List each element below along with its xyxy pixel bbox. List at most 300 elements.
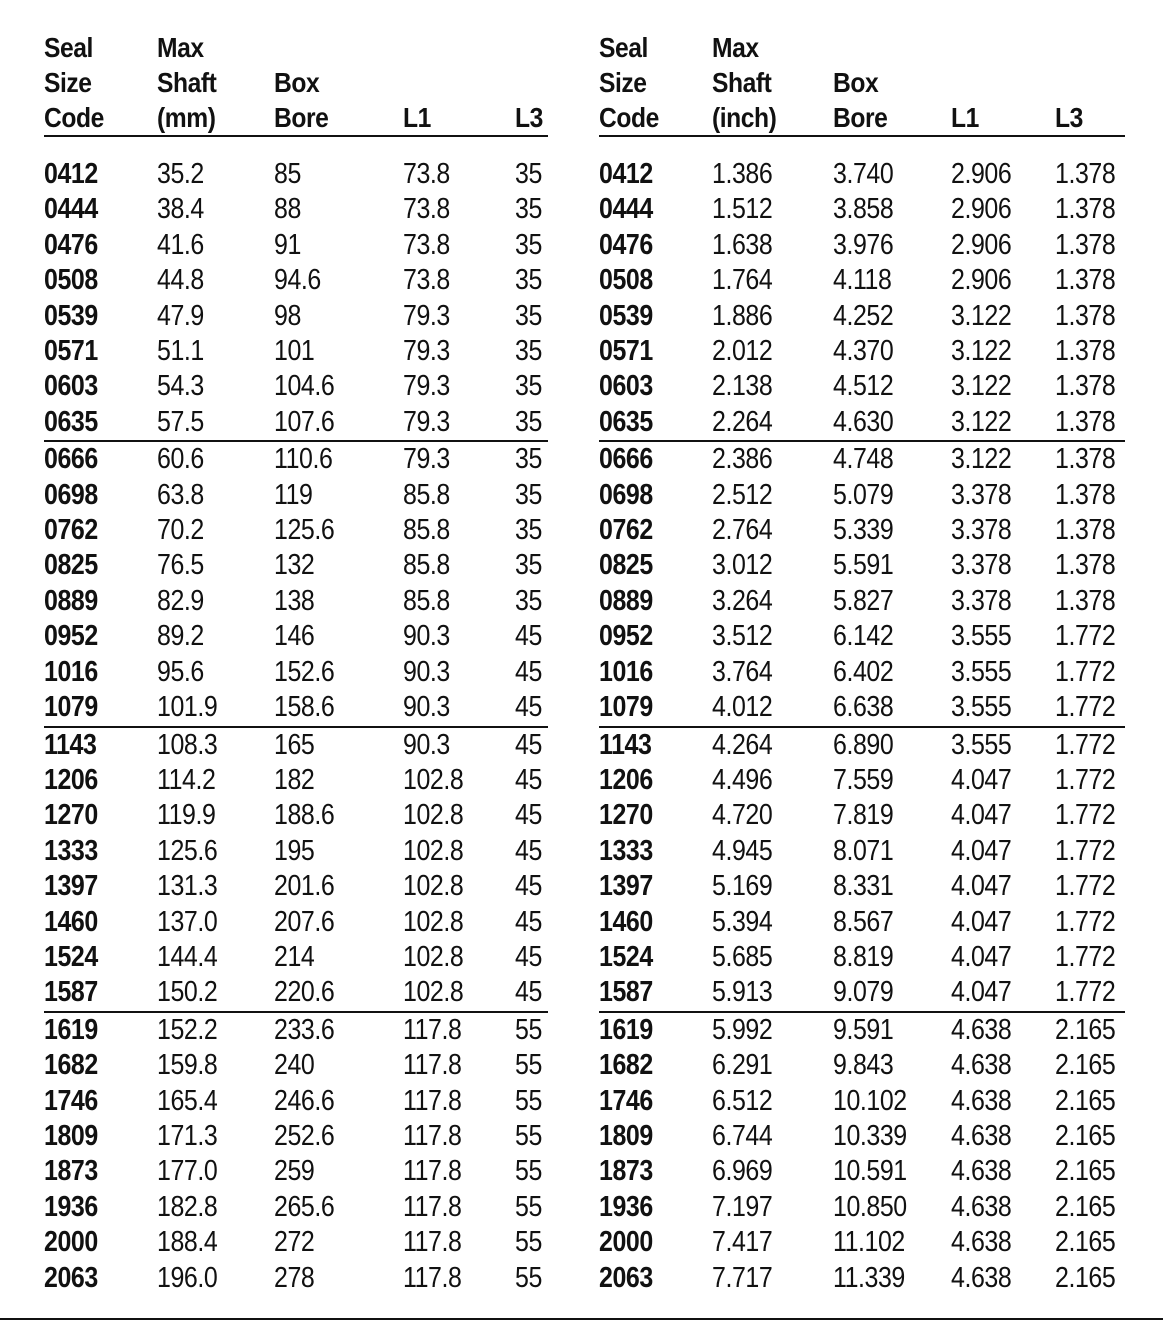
header-row — [44, 30, 548, 136]
table-row — [44, 1012, 548, 1048]
cell-l3 — [515, 834, 548, 869]
cell-l1 — [403, 619, 515, 654]
cell-value: 0539 — [599, 299, 653, 332]
cell-l3 — [1055, 1012, 1125, 1048]
cell-value: 1746 — [44, 1084, 98, 1117]
cell-l3 — [515, 441, 548, 477]
cell-value: 195 — [274, 834, 315, 867]
cell-value: 45 — [515, 620, 542, 653]
cell-box-bore — [833, 441, 951, 477]
cell-box-bore — [274, 263, 403, 298]
cell-value: 5.079 — [833, 478, 894, 511]
cell-value: 214 — [274, 940, 315, 973]
cell-value: 2.906 — [951, 193, 1012, 226]
cell-l1 — [403, 1261, 515, 1296]
cell-box-bore — [833, 369, 951, 404]
cell-value: 2063 — [44, 1261, 98, 1294]
cell-value: 0825 — [599, 549, 653, 582]
cell-value: 117.8 — [403, 1155, 462, 1188]
cell-box-bore — [833, 940, 951, 975]
cell-max-shaft — [157, 263, 274, 298]
cell-l3 — [1055, 869, 1125, 904]
cell-value: 3.512 — [712, 620, 773, 653]
table-row — [599, 1154, 1125, 1189]
cell-value: 1873 — [44, 1155, 98, 1188]
cell-value: 1.378 — [1055, 478, 1116, 511]
cell-seal-size-code — [599, 727, 712, 763]
cell-l3 — [515, 478, 548, 513]
cell-value: 1016 — [599, 655, 653, 688]
cell-l1 — [403, 1190, 515, 1225]
cell-l1 — [951, 1119, 1055, 1154]
cell-value: 5.913 — [712, 976, 773, 1009]
cell-value: 137.0 — [157, 905, 218, 938]
cell-l1 — [403, 192, 515, 227]
cell-value: 3.378 — [951, 584, 1012, 617]
cell-l3 — [515, 584, 548, 619]
cell-l3 — [1055, 940, 1125, 975]
cell-value: 35 — [515, 335, 542, 368]
table-row — [599, 157, 1125, 192]
cell-value: 11.339 — [833, 1261, 905, 1294]
cell-seal-size-code — [44, 905, 157, 940]
cell-box-bore — [274, 834, 403, 869]
cell-box-bore — [833, 798, 951, 833]
cell-value: 9.079 — [833, 976, 894, 1009]
cell-value: 55 — [515, 1013, 542, 1046]
cell-value: 70.2 — [157, 514, 204, 547]
cell-value: 1.378 — [1055, 405, 1116, 438]
cell-max-shaft — [157, 405, 274, 441]
cell-value: 5.339 — [833, 514, 894, 547]
column-header-line: Box — [274, 67, 320, 98]
cell-value: 146 — [274, 620, 315, 653]
cell-value: 1.772 — [1055, 763, 1116, 796]
cell-box-bore — [274, 441, 403, 477]
cell-value: 3.740 — [833, 158, 894, 190]
cell-value: 1.886 — [712, 299, 773, 332]
cell-box-bore — [833, 1225, 951, 1260]
cell-value: 1.386 — [712, 158, 773, 190]
cell-seal-size-code — [599, 1119, 712, 1154]
cell-seal-size-code — [599, 1012, 712, 1048]
cell-value: 110.6 — [274, 443, 333, 476]
cell-value: 55 — [515, 1084, 542, 1117]
cell-value: 0952 — [44, 620, 98, 653]
cell-box-bore — [833, 513, 951, 548]
table-row — [599, 513, 1125, 548]
cell-value: 3.264 — [712, 584, 773, 617]
cell-value: 60.6 — [157, 443, 204, 476]
cell-seal-size-code — [599, 690, 712, 726]
cell-l3 — [515, 1190, 548, 1225]
cell-seal-size-code — [599, 334, 712, 369]
cell-box-bore — [274, 584, 403, 619]
table-row — [599, 584, 1125, 619]
column-header-box-bore — [833, 30, 951, 136]
table-row — [599, 655, 1125, 690]
cell-seal-size-code — [44, 405, 157, 441]
cell-l1 — [403, 1084, 515, 1119]
cell-value: 55 — [515, 1261, 542, 1294]
cell-value: 79.3 — [403, 405, 450, 438]
cell-l1 — [403, 940, 515, 975]
cell-value: 4.047 — [951, 870, 1012, 903]
table-row — [44, 334, 548, 369]
cell-l3 — [1055, 369, 1125, 404]
cell-seal-size-code — [44, 1119, 157, 1154]
cell-value: 3.122 — [951, 405, 1012, 438]
cell-box-bore — [833, 834, 951, 869]
cell-value: 182.8 — [157, 1190, 218, 1223]
table-row — [599, 299, 1125, 334]
cell-seal-size-code — [599, 905, 712, 940]
cell-value: 4.047 — [951, 834, 1012, 867]
cell-value: 2063 — [599, 1261, 653, 1294]
table-row — [44, 478, 548, 513]
cell-value: 47.9 — [157, 299, 204, 332]
cell-value: 1079 — [599, 691, 653, 724]
cell-value: 102.8 — [403, 799, 464, 832]
cell-box-bore — [833, 1119, 951, 1154]
cell-value: 207.6 — [274, 905, 335, 938]
cell-max-shaft — [157, 1084, 274, 1119]
table-row — [44, 263, 548, 298]
cell-value: 4.047 — [951, 905, 1012, 938]
cell-value: 102.8 — [403, 976, 464, 1009]
cell-value: 6.890 — [833, 728, 894, 761]
cell-l1 — [951, 1190, 1055, 1225]
table-row — [599, 405, 1125, 441]
cell-value: 1524 — [44, 940, 98, 973]
cell-l1 — [951, 1261, 1055, 1296]
cell-l1 — [403, 655, 515, 690]
cell-max-shaft — [157, 798, 274, 833]
cell-max-shaft — [712, 157, 833, 192]
cell-l3 — [515, 334, 548, 369]
column-header-line: L1 — [951, 102, 979, 133]
cell-value: 1.772 — [1055, 834, 1116, 867]
cell-value: 3.122 — [951, 370, 1012, 403]
cell-value: 119.9 — [157, 799, 216, 832]
cell-max-shaft — [157, 655, 274, 690]
cell-max-shaft — [712, 940, 833, 975]
cell-l3 — [515, 548, 548, 583]
cell-value: 3.976 — [833, 228, 894, 261]
cell-value: 45 — [515, 799, 542, 832]
cell-value: 4.638 — [951, 1155, 1012, 1188]
cell-value: 4.047 — [951, 799, 1012, 832]
cell-max-shaft — [157, 299, 274, 334]
cell-max-shaft — [157, 1012, 274, 1048]
cell-l3 — [515, 975, 548, 1011]
table-row — [44, 192, 548, 227]
cell-value: 0412 — [44, 158, 98, 190]
table-row — [44, 905, 548, 940]
cell-box-bore — [274, 655, 403, 690]
cell-seal-size-code — [599, 228, 712, 263]
cell-max-shaft — [712, 975, 833, 1011]
cell-max-shaft — [712, 1119, 833, 1154]
cell-box-bore — [833, 1154, 951, 1189]
cell-box-bore — [833, 334, 951, 369]
column-header-line: Size — [44, 67, 92, 98]
cell-seal-size-code — [44, 1190, 157, 1225]
table-row — [44, 975, 548, 1011]
cell-l3 — [1055, 1225, 1125, 1260]
cell-value: 182 — [274, 763, 315, 796]
cell-box-bore — [833, 690, 951, 726]
cell-max-shaft — [712, 1261, 833, 1296]
table-row — [44, 405, 548, 441]
table-row — [599, 478, 1125, 513]
cell-max-shaft — [157, 441, 274, 477]
column-header-line: L3 — [515, 102, 543, 133]
cell-max-shaft — [157, 1154, 274, 1189]
cell-seal-size-code — [599, 619, 712, 654]
cell-l3 — [1055, 1048, 1125, 1083]
cell-value: 7.819 — [833, 799, 894, 832]
cell-max-shaft — [157, 1225, 274, 1260]
cell-value: 2.512 — [712, 478, 773, 511]
table-row — [44, 1154, 548, 1189]
cell-l1 — [951, 619, 1055, 654]
cell-seal-size-code — [599, 798, 712, 833]
cell-seal-size-code — [599, 834, 712, 869]
cell-l3 — [515, 905, 548, 940]
cell-l1 — [951, 1084, 1055, 1119]
cell-value: 89.2 — [157, 620, 204, 653]
cell-value: 79.3 — [403, 299, 450, 332]
cell-value: 4.630 — [833, 405, 894, 438]
column-header-line: (mm) — [157, 102, 216, 133]
cell-seal-size-code — [44, 192, 157, 227]
cell-value: 0825 — [44, 549, 98, 582]
cell-value: 152.6 — [274, 655, 335, 688]
cell-value: 2.906 — [951, 158, 1012, 190]
cell-l1 — [403, 548, 515, 583]
cell-value: 4.638 — [951, 1084, 1012, 1117]
cell-value: 1.378 — [1055, 514, 1116, 547]
cell-value: 3.122 — [951, 443, 1012, 476]
cell-value: 2.165 — [1055, 1261, 1116, 1294]
cell-seal-size-code — [44, 1048, 157, 1083]
cell-value: 8.071 — [833, 834, 894, 867]
cell-value: 4.252 — [833, 299, 894, 332]
cell-l1 — [951, 299, 1055, 334]
column-header-line: Seal — [599, 32, 648, 63]
cell-l3 — [515, 763, 548, 798]
cell-l3 — [515, 192, 548, 227]
cell-l3 — [1055, 405, 1125, 441]
column-header-line: Max — [157, 32, 204, 63]
column-header-seal-size-code — [44, 30, 157, 136]
cell-l3 — [515, 228, 548, 263]
cell-max-shaft — [157, 584, 274, 619]
cell-box-bore — [274, 619, 403, 654]
cell-max-shaft — [712, 441, 833, 477]
cell-value: 63.8 — [157, 478, 204, 511]
cell-value: 3.378 — [951, 478, 1012, 511]
cell-value: 0603 — [44, 370, 98, 403]
cell-seal-size-code — [599, 1048, 712, 1083]
cell-value: 117.8 — [403, 1119, 462, 1152]
cell-value: 1270 — [599, 799, 653, 832]
table-row — [44, 1048, 548, 1083]
cell-box-bore — [833, 1190, 951, 1225]
cell-max-shaft — [712, 228, 833, 263]
cell-value: 1.772 — [1055, 870, 1116, 903]
table-row — [44, 1190, 548, 1225]
table-row — [599, 548, 1125, 583]
cell-box-bore — [833, 655, 951, 690]
cell-max-shaft — [712, 1012, 833, 1048]
cell-max-shaft — [712, 1154, 833, 1189]
cell-l3 — [515, 1119, 548, 1154]
cell-box-bore — [833, 263, 951, 298]
cell-max-shaft — [157, 727, 274, 763]
table-row — [599, 690, 1125, 726]
cell-l3 — [1055, 513, 1125, 548]
cell-value: 0444 — [599, 193, 653, 226]
cell-l3 — [1055, 584, 1125, 619]
column-header-box-bore — [274, 30, 403, 136]
column-header-line: (inch) — [712, 102, 777, 133]
cell-l1 — [951, 192, 1055, 227]
cell-value: 35 — [515, 514, 542, 547]
cell-value: 233.6 — [274, 1013, 335, 1046]
cell-value: 158.6 — [274, 691, 335, 724]
cell-value: 6.291 — [712, 1049, 773, 1082]
cell-value: 188.4 — [157, 1226, 218, 1259]
cell-seal-size-code — [44, 334, 157, 369]
cell-l1 — [403, 1048, 515, 1083]
cell-value: 138 — [274, 584, 315, 617]
cell-max-shaft — [157, 763, 274, 798]
cell-seal-size-code — [44, 619, 157, 654]
cell-box-bore — [833, 584, 951, 619]
cell-max-shaft — [712, 1084, 833, 1119]
cell-value: 4.496 — [712, 763, 773, 796]
cell-l1 — [403, 905, 515, 940]
cell-value: 0508 — [44, 264, 98, 297]
cell-max-shaft — [712, 690, 833, 726]
cell-value: 0889 — [44, 584, 98, 617]
cell-value: 1936 — [44, 1190, 98, 1223]
cell-value: 76.5 — [157, 549, 204, 582]
cell-value: 45 — [515, 940, 542, 973]
cell-l1 — [951, 940, 1055, 975]
cell-l1 — [951, 405, 1055, 441]
cell-box-bore — [833, 478, 951, 513]
cell-value: 0571 — [44, 335, 98, 368]
cell-seal-size-code — [44, 975, 157, 1011]
cell-max-shaft — [157, 1119, 274, 1154]
cell-value: 3.378 — [951, 549, 1012, 582]
cell-value: 5.827 — [833, 584, 894, 617]
cell-value: 4.748 — [833, 443, 894, 476]
cell-box-bore — [274, 727, 403, 763]
table-row — [599, 228, 1125, 263]
cell-seal-size-code — [44, 157, 157, 192]
cell-value: 102.8 — [403, 870, 464, 903]
cell-seal-size-code — [44, 798, 157, 833]
table-row — [599, 1190, 1125, 1225]
cell-value: 0508 — [599, 264, 653, 297]
cell-box-bore — [274, 299, 403, 334]
cell-box-bore — [274, 905, 403, 940]
cell-value: 35 — [515, 584, 542, 617]
cell-value: 0698 — [44, 478, 98, 511]
cell-l1 — [403, 690, 515, 726]
cell-value: 4.047 — [951, 940, 1012, 973]
cell-max-shaft — [157, 369, 274, 404]
table-row — [599, 441, 1125, 477]
cell-value: 1.772 — [1055, 940, 1116, 973]
cell-value: 1746 — [599, 1084, 653, 1117]
cell-l3 — [515, 727, 548, 763]
cell-value: 101 — [274, 335, 315, 368]
cell-value: 2.012 — [712, 335, 773, 368]
cell-value: 90.3 — [403, 691, 450, 724]
cell-max-shaft — [157, 869, 274, 904]
column-header-max-shaft — [157, 30, 274, 136]
table-row — [599, 869, 1125, 904]
table-row — [44, 655, 548, 690]
column-header-line: Shaft — [712, 67, 772, 98]
cell-seal-size-code — [44, 940, 157, 975]
cell-seal-size-code — [599, 192, 712, 227]
cell-value: 35 — [515, 264, 542, 297]
cell-value: 1206 — [44, 763, 98, 796]
cell-l3 — [515, 405, 548, 441]
cell-value: 4.512 — [833, 370, 894, 403]
cell-l1 — [403, 763, 515, 798]
cell-value: 2.264 — [712, 405, 773, 438]
table-row — [599, 334, 1125, 369]
table-row — [599, 763, 1125, 798]
cell-l1 — [951, 1048, 1055, 1083]
cell-seal-size-code — [44, 1154, 157, 1189]
cell-value: 73.8 — [403, 193, 450, 226]
cell-max-shaft — [712, 763, 833, 798]
cell-seal-size-code — [44, 690, 157, 726]
cell-l1 — [951, 975, 1055, 1011]
cell-l1 — [951, 369, 1055, 404]
cell-value: 6.142 — [833, 620, 894, 653]
cell-l3 — [1055, 157, 1125, 192]
table-row — [44, 1084, 548, 1119]
cell-value: 5.394 — [712, 905, 773, 938]
cell-value: 132 — [274, 549, 315, 582]
cell-max-shaft — [712, 299, 833, 334]
cell-value: 82.9 — [157, 584, 204, 617]
table-row — [599, 1012, 1125, 1048]
cell-value: 3.378 — [951, 514, 1012, 547]
cell-value: 41.6 — [157, 228, 204, 261]
cell-value: 159.8 — [157, 1049, 218, 1082]
cell-value: 45 — [515, 905, 542, 938]
cell-l3 — [1055, 1261, 1125, 1296]
cell-value: 1.378 — [1055, 584, 1116, 617]
cell-l3 — [515, 369, 548, 404]
column-header-line: Shaft — [157, 67, 217, 98]
cell-value: 102.8 — [403, 940, 464, 973]
cell-seal-size-code — [599, 763, 712, 798]
cell-value: 4.047 — [951, 976, 1012, 1009]
table-row — [44, 584, 548, 619]
cell-value: 6.512 — [712, 1084, 773, 1117]
